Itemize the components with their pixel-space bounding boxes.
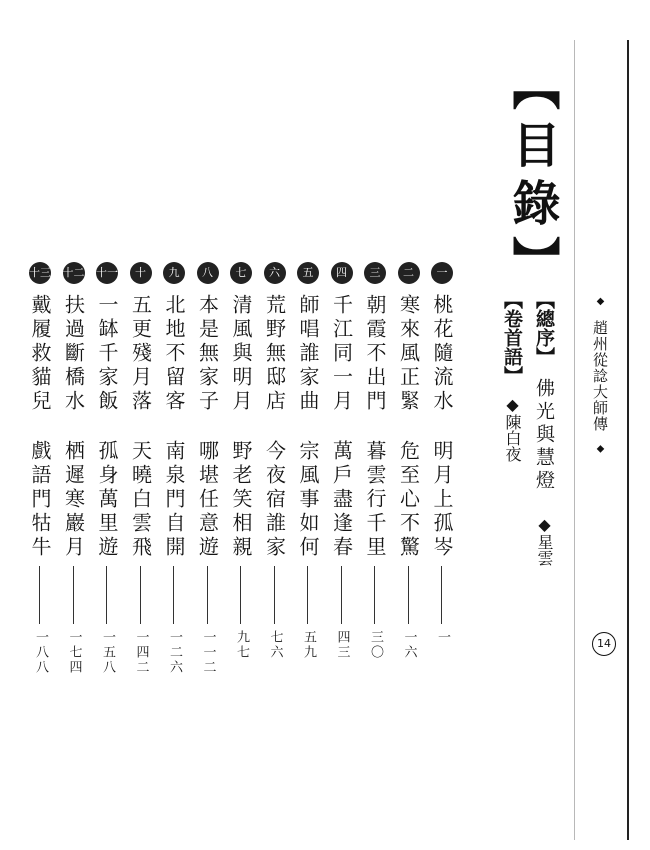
chapter-entry (95, 262, 119, 675)
chapter-title-second: 天曉白雲飛 (128, 440, 153, 560)
chapter-number-badge: 三 (364, 262, 386, 284)
chapter-page-number: 九七 (234, 630, 249, 660)
chapter-page-number: 一八八 (33, 630, 48, 675)
leader-line (62, 560, 86, 630)
leader-line (129, 560, 153, 630)
chapter-page-number: 五九 (301, 630, 316, 660)
chapter-title-first: 本是無家子 (195, 294, 220, 414)
chapter-page-number: 一六 (401, 630, 417, 660)
chapter-title-second: 孤身萬里遊 (95, 440, 119, 560)
preface-author: ◆陳白夜 (503, 395, 522, 462)
chapter-title-first: 寒來風正緊 (396, 294, 421, 414)
chapter-entry (430, 262, 454, 645)
chapter-entry (363, 262, 387, 660)
diamond-icon: ◆ (595, 296, 606, 308)
chapter-title-second: 今夜宿誰家 (262, 440, 287, 560)
chapter-title-first: 荒野無邸店 (262, 294, 287, 414)
chapter-title-first: 清風與明月 (229, 294, 253, 414)
chapter-page-number: 七六 (267, 630, 283, 660)
chapter-title-second: 明月上孤岑 (430, 440, 454, 560)
chapter-page-number: 三〇 (368, 630, 383, 660)
chapter-entry (62, 262, 86, 675)
book-title: 趙州從諗大師傳 (591, 319, 609, 432)
chapter-number-badge: 二 (398, 262, 420, 284)
chapter-page-number: 一五八 (100, 630, 115, 675)
chapter-page-number: 一二六 (167, 630, 182, 675)
leader-line (363, 560, 387, 630)
chapter-title-second: 暮雲行千里 (363, 440, 387, 560)
preface-head: 【卷首語】 (501, 290, 523, 385)
chapter-title-first: 桃花隨流水 (430, 294, 454, 414)
chapter-title-first: 朝霞不出門 (363, 294, 387, 414)
chapter-entry (129, 262, 153, 675)
chapter-entry (229, 262, 253, 660)
chapter-number-badge: 四 (331, 262, 353, 284)
leader-line (430, 560, 454, 630)
running-header (590, 296, 611, 456)
chapter-page-number: 一一二 (200, 630, 216, 675)
page-number: 14 (592, 632, 616, 656)
leader-line (162, 560, 186, 630)
chapter-number-badge: 一 (431, 262, 453, 284)
chapter-title-second: 南泉門自開 (162, 440, 186, 560)
toc-title: 【目錄】 (504, 62, 560, 294)
chapter-page-number: 一七四 (66, 630, 82, 675)
leader-line (330, 560, 354, 630)
chapter-title-first: 千江同一月 (329, 294, 354, 414)
chapter-number-badge: 十一 (96, 262, 118, 284)
leader-line (263, 560, 287, 630)
chapter-title-second: 宗風事如何 (296, 440, 320, 560)
chapter-number-badge: 十二 (63, 262, 85, 284)
chapter-number-badge: 六 (264, 262, 286, 284)
leader-line (397, 560, 421, 630)
chapter-entry (196, 262, 220, 675)
chapter-title-first: 北地不留客 (162, 294, 186, 414)
chapter-title-second: 哪堪任意遊 (195, 440, 220, 560)
leader-line (296, 560, 320, 630)
chapter-entry (28, 262, 52, 675)
chapter-number-badge: 十三 (29, 262, 51, 284)
chapter-title-first: 戴履救貓兒 (28, 294, 52, 414)
chapter-title-second: 危至心不驚 (396, 440, 421, 560)
chapter-title-first: 師唱誰家曲 (296, 294, 320, 414)
chapter-entry (296, 262, 320, 660)
preface-general (532, 290, 556, 566)
leader-line (196, 560, 220, 630)
preface-title: 佛光與慧燈 (533, 378, 555, 493)
chapter-page-number: 四三 (334, 630, 350, 660)
chapter-title-second: 野老笑相親 (229, 440, 253, 560)
chapter-title-first: 一缽千家飯 (95, 294, 119, 414)
chapter-number-badge: 七 (230, 262, 252, 284)
chapter-page-number: 一四二 (133, 630, 149, 675)
chapter-entry (397, 262, 421, 660)
chapter-title-second: 萬戶盡逢春 (329, 440, 354, 560)
chapter-title-second: 栖遲寒巖月 (61, 440, 86, 560)
chapter-entry (162, 262, 186, 675)
chapter-entry (330, 262, 354, 660)
diamond-icon: ◆ (595, 443, 606, 456)
preface-author: ◆星雲 (535, 515, 554, 566)
chapter-title-first: 扶過斷橋水 (61, 294, 86, 414)
chapter-entry (263, 262, 287, 660)
chapter-page-number: 一 (435, 630, 450, 645)
leader-line (229, 560, 253, 630)
chapter-number-badge: 九 (163, 262, 185, 284)
chapter-number-badge: 八 (197, 262, 219, 284)
chapter-number-badge: 五 (297, 262, 319, 284)
preface-head: 【總序】 (533, 290, 555, 366)
chapter-number-badge: 十 (130, 262, 152, 284)
chapter-title-second: 戲語門牯牛 (28, 440, 52, 560)
preface-intro (500, 290, 524, 462)
leader-line (95, 560, 119, 630)
chapter-title-first: 五更殘月落 (128, 294, 153, 414)
leader-line (28, 560, 52, 630)
